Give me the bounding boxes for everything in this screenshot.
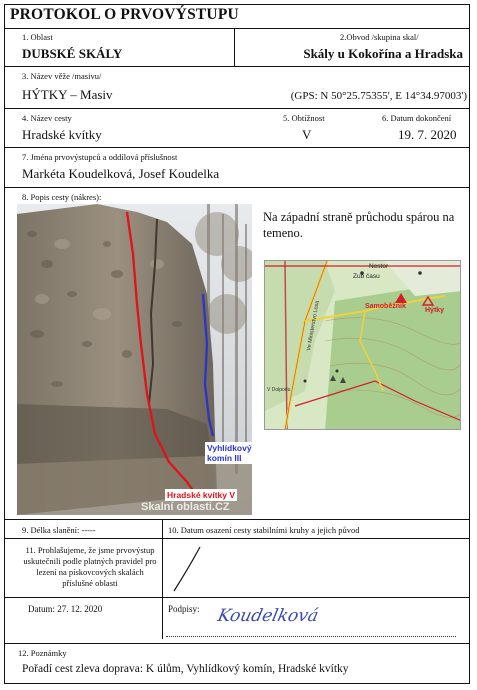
obtiznost-value: V: [302, 127, 312, 142]
photo-watermark: Skalní oblasti.CZ: [141, 501, 230, 513]
map-label-nestor: Nestor: [369, 263, 389, 270]
datum-value: 19. 7. 2020: [398, 127, 457, 142]
slash-mark: [168, 545, 208, 593]
divider: [234, 28, 235, 66]
divider: [4, 147, 470, 148]
popis-label: 8. Popis cesty (nákres):: [22, 192, 102, 202]
divider: [4, 108, 470, 109]
cesta-value: Hradské kvítky: [22, 127, 102, 142]
divider: [4, 187, 470, 188]
prvovystupci-value: Markéta Koudelková, Josef Koudelka: [22, 166, 220, 181]
divider: [4, 538, 470, 539]
prvovystupci-label: 7. Jména prvovýstupců a oddílová příslušnost: [22, 152, 178, 162]
red-route-label: Hradské kvítky V: [167, 490, 236, 500]
osazeni-label: 10. Datum osazení cesty stabilními kruhy a jejich původ: [168, 525, 360, 535]
divider: [162, 519, 163, 639]
poznamky-label: 12. Poznámky: [18, 648, 67, 658]
datum-podpis: Datum: 27. 12. 2020: [28, 604, 103, 614]
cesta-label: 4. Název cesty: [22, 113, 72, 123]
signature: Koudelková: [215, 606, 321, 626]
blue-route-label: [205, 442, 252, 464]
gps-value: (GPS: N 50°25.75355', E 14°34.97003'): [290, 90, 467, 102]
divider: [4, 643, 470, 644]
poznamky-value: Pořadí cest zleva doprava: K úlům, Vyhlídkový komín, Hradské kvítky: [22, 663, 349, 675]
divider: [4, 519, 470, 520]
location-map-image: [265, 261, 461, 430]
map-label-v-dolpodu: V Dolpodu: [267, 387, 291, 393]
blue-route-label-line2: komín III: [207, 453, 242, 463]
page-title: PROTOKOL O PRVOVÝSTUPU: [10, 6, 239, 23]
delka-label: 9. Délka slanění: -----: [22, 525, 96, 535]
map-label-zub: Zub času: [353, 273, 380, 280]
signature-line: [166, 636, 456, 637]
oblast-label: 1. Oblast: [22, 32, 53, 42]
divider: [4, 597, 470, 598]
divider: [4, 66, 470, 67]
route-photo-image: [17, 204, 252, 515]
blue-route-label-line1: Vyhlídkový: [207, 443, 252, 453]
map-road-label: Ve Ministerstvo Lesa: [306, 300, 321, 352]
route-photo: [17, 204, 252, 515]
datum-label: 6. Datum dokončení: [382, 113, 452, 123]
location-map: [264, 260, 461, 430]
podpisy-label: Podpisy:: [168, 604, 200, 614]
map-label-hytky: Hýtky: [425, 307, 445, 314]
divider: [4, 28, 470, 29]
oblast-value: DUBSKÉ SKÁLY: [22, 46, 123, 61]
obvod-label: 2.Obvod /skupina skal/: [340, 32, 419, 42]
prohlaseni-text: 11. Prohlašujeme, že jsme prvovýstup uskutečnili podle platných pravidel pro lezení na pískovcových skalách příslušné oblasti: [23, 545, 157, 588]
vez-value: HÝTKY – Masiv: [22, 87, 113, 102]
popis-text: Na západní straně průchodu spárou na temeno.: [263, 210, 455, 240]
obvod-value: Skály u Kokořína a Hradska: [303, 46, 463, 61]
map-label-samobeznik: Samoběžník: [365, 303, 406, 310]
obtiznost-label: 5. Obtížnost: [283, 113, 325, 123]
vez-label: 3. Název věže /masivu/: [22, 71, 102, 81]
